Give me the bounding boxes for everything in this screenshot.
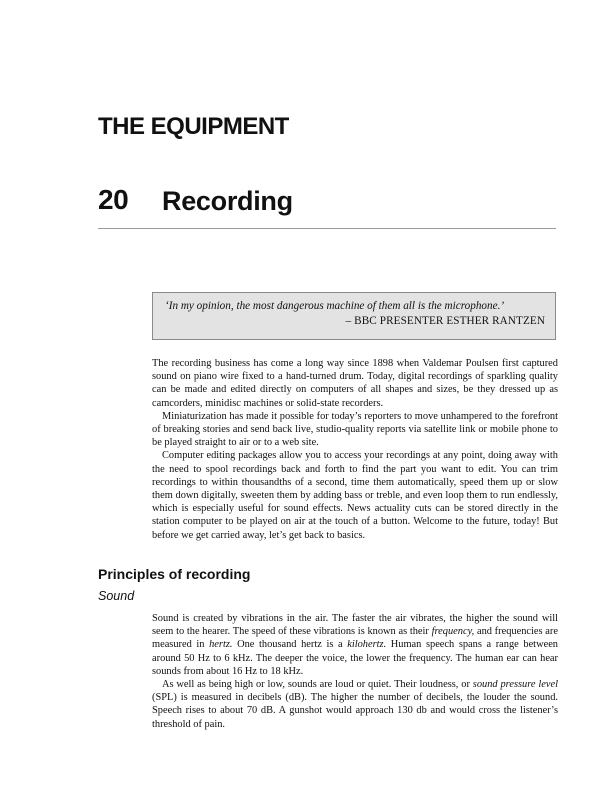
sound-paragraph-1 bbox=[152, 612, 558, 678]
text-run: and frequencies are measured in bbox=[152, 626, 558, 651]
term-hertz: hertz. bbox=[209, 639, 233, 651]
sound-paragraph-2 bbox=[152, 678, 558, 731]
text-run: One thousand hertz is a bbox=[232, 639, 348, 651]
text-run: (SPL) is measured in decibels (dB). The higher the number of decibels, the louder the sound. Speech rises to about 70 dB. A gunshot would approach 130 db and would cross the listener’s threshold of pain. bbox=[152, 692, 558, 730]
sound-text bbox=[152, 612, 558, 731]
intro-text bbox=[152, 357, 558, 542]
term-sound-pressure-level: sound pressure level bbox=[472, 679, 558, 691]
epigraph-quote-box bbox=[152, 292, 556, 340]
part-title: THE EQUIPMENT bbox=[98, 113, 289, 140]
quote-text: ‘In my opinion, the most dangerous machine of them all is the microphone.’ bbox=[165, 300, 505, 312]
chapter-title: Recording bbox=[162, 186, 293, 216]
chapter-number: 20 bbox=[98, 184, 129, 215]
intro-paragraph-3: Computer editing packages allow you to access your recordings at any point, doing away with the need to spool recordings back and forth to find the part you want to edit. You can trim recordings to within thousandths of a second, time them automatically, speed them up or slow them down digitally, sweeten them by adding bass or treble, and even loop them to run endlessly, which is especially useful for sound effects. News actuality cuts can be stored directly in the station computer to be played on air at the touch of a button. Welcome to the future, today! But before we get carried away, let’s get back to basics. bbox=[152, 450, 558, 541]
intro-paragraph-1: The recording business has come a long way since 1898 when Valdemar Poulsen first captured sound on piano wire fixed to a hand-turned drum. Today, digital recordings of sparkling quality can be made and edited directly on computers of all shapes and sizes, be they dressed up as camcorders, minidisc machines or solid-state recorders. bbox=[152, 358, 558, 409]
text-run: Sound is created by vibrations in the air. The faster the air vibrates, the higher the sound will seem to the hearer. The speed of these vibrations is known as their bbox=[152, 613, 558, 638]
text-run: Human speech spans a range between around 50 Hz to 6 kHz. The deeper the voice, the lower the frequency. The human ear can hear sounds from about 16 Hz to 18 kHz. bbox=[152, 639, 558, 677]
term-kilohertz: kilohertz. bbox=[347, 639, 387, 651]
section-heading: Principles of recording bbox=[98, 566, 251, 582]
intro-paragraph-2: Miniaturization has made it possible for today’s reporters to move unhampered to the forefront of breaking stories and send back live, studio-quality reports via satellite link or mobile phone to be played straight to air or to a web site. bbox=[152, 410, 558, 449]
subsection-heading: Sound bbox=[98, 589, 135, 603]
quote-source: – BBC PRESENTER ESTHER RANTZEN bbox=[345, 315, 545, 327]
term-frequency: frequency, bbox=[431, 626, 475, 638]
chapter-heading bbox=[98, 184, 556, 229]
text-run: As well as being high or low, sounds are loud or quiet. Their loudness, or bbox=[162, 679, 473, 691]
